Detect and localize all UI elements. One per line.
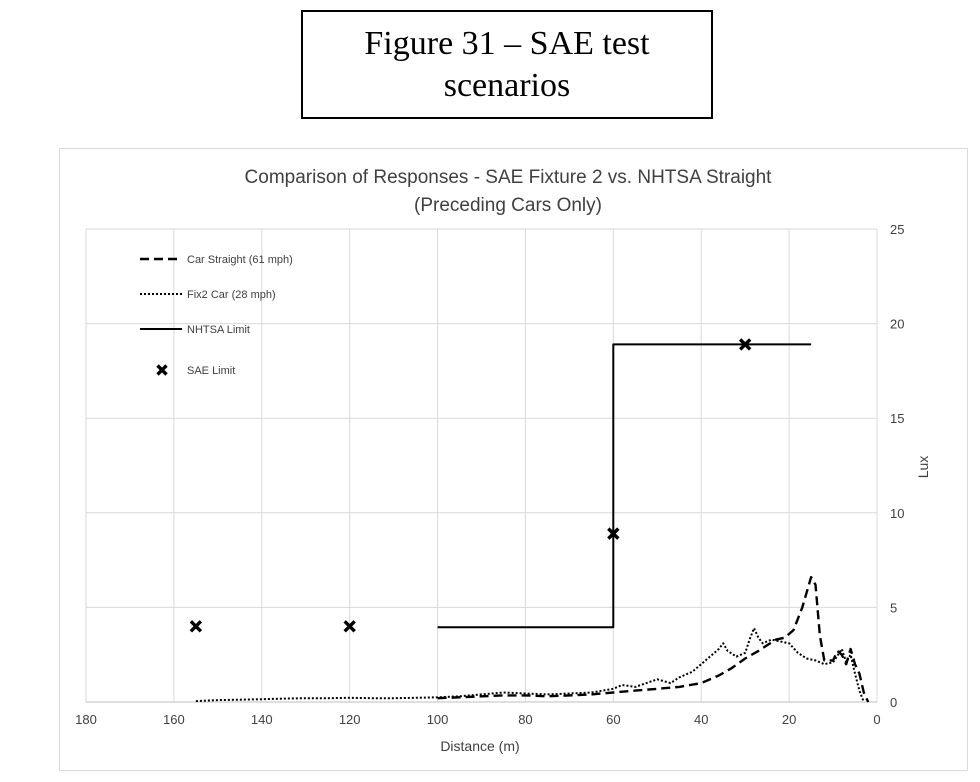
sae-limit-point <box>191 621 201 631</box>
y-tick-label: 5 <box>890 600 898 616</box>
y-tick-label: 10 <box>890 505 905 521</box>
x-tick-label: 80 <box>518 712 533 727</box>
legend-label: Car Straight (61 mph) <box>187 254 293 266</box>
x-tick-label: 120 <box>338 712 361 727</box>
x-tick-label: 160 <box>163 712 185 727</box>
chart-svg <box>60 149 969 772</box>
y-tick-label: 20 <box>890 316 905 332</box>
y-tick-label: 25 <box>890 222 905 237</box>
chart-subtitle: (Preceding Cars Only) <box>414 195 602 216</box>
chart-frame <box>59 148 968 771</box>
x-tick-label: 100 <box>426 712 449 727</box>
series-group <box>191 339 868 702</box>
legend-label: SAE Limit <box>187 365 236 377</box>
x-tick-label: 180 <box>75 712 97 727</box>
legend-label: Fix2 Car (28 mph) <box>187 289 276 301</box>
y-tick-label: 15 <box>890 411 905 427</box>
x-tick-label: 0 <box>873 712 881 727</box>
y-tick-label: 0 <box>890 695 898 710</box>
x-tick-label: 60 <box>606 712 621 727</box>
legend <box>140 254 293 377</box>
series-line-fix2-car-28-mph <box>196 628 864 702</box>
legend-marker-x <box>158 366 167 375</box>
x-tick-label: 40 <box>693 712 709 727</box>
x-tick-label: 20 <box>781 712 797 727</box>
figure-caption-line1: Figure 31 – SAE test <box>364 24 650 62</box>
series-line-nhtsa-limit <box>438 344 811 627</box>
x-tick-label: 140 <box>250 712 273 727</box>
chart-title: Comparison of Responses - SAE Fixture 2 vs. NHTSA Straight <box>244 167 772 188</box>
figure-caption-line2: scenarios <box>443 66 571 104</box>
x-axis-label: Distance (m) <box>440 738 520 754</box>
figure-caption-box <box>301 10 713 119</box>
series-line-car-straight-61-mph <box>438 577 869 702</box>
legend-label: NHTSA Limit <box>187 324 250 336</box>
y-axis-label: Lux <box>915 455 931 479</box>
